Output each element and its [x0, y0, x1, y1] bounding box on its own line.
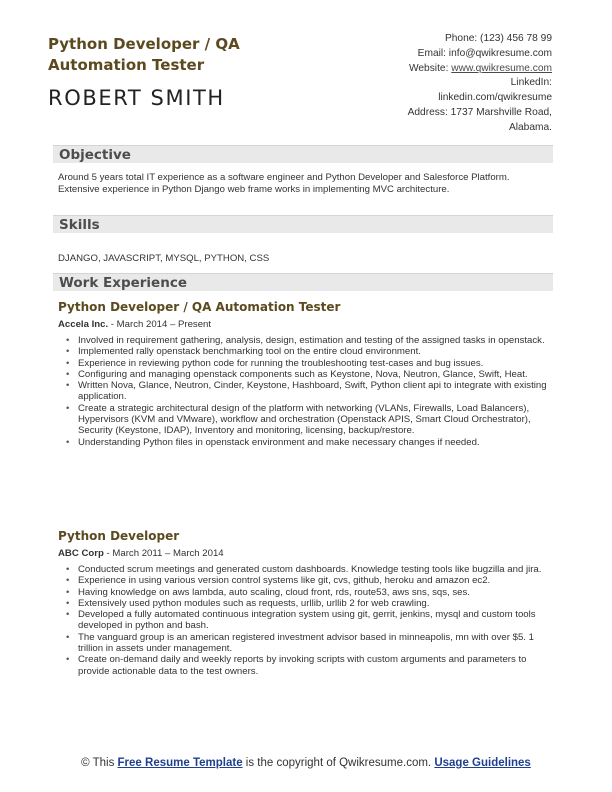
duties-list-2 — [78, 564, 554, 677]
list-item: • Configuring and managing openstack components such as Keystone, Nova, Neutron, Glance, Swift, Heat. — [78, 369, 554, 380]
section-title: Work Experience — [59, 275, 187, 291]
list-item: • Create on-demand daily and weekly reports by invoking scripts with custom arguments and parameters to provide actionable data to the test owners. — [78, 654, 554, 677]
footer-copyright — [60, 756, 552, 770]
list-item: • Understanding Python files in openstack environment and make necessary changes if needed. — [78, 437, 554, 448]
list-item: • Experience in using various version control systems like git, cvs, github, heroku and amazon ec2. — [78, 575, 554, 586]
resume-header — [48, 30, 552, 133]
company-line-1 — [58, 319, 211, 330]
job-dates: - March 2014 – Present — [108, 319, 212, 330]
list-item: • Experience in reviewing python code for running the troubleshooting test-cases and bug issues. — [78, 358, 554, 369]
section-title: Skills — [59, 217, 100, 233]
skills-text: DJANGO, JAVASCRIPT, MYSQL, PYTHON, CSS — [58, 253, 270, 264]
section-work-experience — [53, 273, 553, 291]
job-title-2: Python Developer — [58, 529, 180, 543]
website — [408, 62, 552, 77]
footer-prefix: © This — [81, 757, 118, 769]
footer-middle: is the copyright of Qwikresume.com. — [242, 757, 435, 769]
job-title: Python Developer / QA Automation Tester — [48, 35, 240, 74]
linkedin-value: linkedin.com/qwikresume — [438, 92, 552, 104]
section-title: Objective — [59, 147, 131, 163]
section-objective — [53, 145, 553, 163]
job-title-1: Python Developer / QA Automation Tester — [58, 300, 341, 314]
address-line1: Address: 1737 Marshville Road, — [407, 106, 552, 118]
job-dates: - March 2011 – March 2014 — [103, 548, 224, 559]
email: Email: info@qwikresume.com — [417, 47, 552, 59]
list-item: • Implemented rally openstack benchmarking tool on the entire cloud environment. — [78, 346, 554, 357]
linkedin-label: LinkedIn: — [510, 77, 552, 89]
list-item: • Written Nova, Glance, Neutron, Cinder, Keystone, Hashboard, Swift, Python client api to integrate with existing application. — [78, 380, 554, 403]
company-name: ABC Corp — [58, 548, 104, 559]
list-item: • Conducted scrum meetings and generated custom dashboards. Knowledge testing tools like bugzilla and jira. — [78, 564, 554, 575]
company-name: Accela Inc. — [58, 319, 109, 330]
duties-list-1 — [78, 335, 554, 448]
free-resume-template-link[interactable]: Free Resume Template — [117, 757, 243, 769]
company-line-2 — [58, 548, 224, 559]
list-item: • Involved in requirement gathering, analysis, design, estimation and testing of the assigned tasks in openstack. — [78, 335, 554, 346]
website-link[interactable]: www.qwikresume.com — [451, 62, 552, 74]
contact-block — [408, 32, 552, 136]
list-item: • The vanguard group is an american registered investment advisor based in minneapolis, mn with over $5. 1 trillion in assets under management. — [78, 632, 554, 655]
address-line2: Alabama. — [508, 121, 552, 133]
section-skills — [53, 215, 553, 233]
list-item: • Having knowledge on aws lambda, auto scaling, cloud front, rds, route53, aws sns, sqs, ses. — [78, 587, 554, 598]
candidate-name: ROBERT SMITH — [48, 86, 225, 110]
phone: Phone: (123) 456 78 99 — [444, 33, 552, 44]
list-item: • Create a strategic architectural design of the platform with networking (VLANs, Firewalls, Load Balancers), Hypervisors (KVM and VMware), workflow and orchestration (Openstack APIS, Smart Cloud Orchestrator), Security (Keystone, IDAP), Inventory and monitoring, licensing, backup/restore. — [78, 403, 554, 437]
list-item: • Developed a fully automated continuous integration system using git, gerrit, jenkins, mysql and custom tools developed in python and bash. — [78, 609, 554, 632]
list-item: • Extensively used python modules such as requests, urllib, urllib 2 for web crawling. — [78, 598, 554, 609]
objective-text: Around 5 years total IT experience as a software engineer and Python Developer and Salesforce Platform. Extensive experience in Python Django web frame works in implementing MVC architecture. — [58, 172, 510, 195]
usage-guidelines-link[interactable]: Usage Guidelines — [434, 757, 531, 769]
website-label: Website: — [408, 62, 452, 74]
